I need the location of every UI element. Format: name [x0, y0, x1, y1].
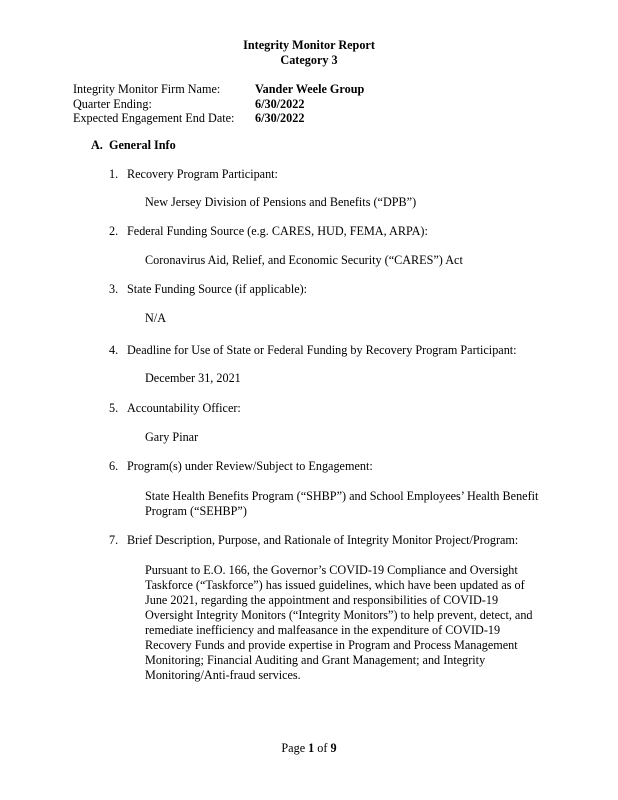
section-title: General Info	[109, 138, 176, 152]
item-question: Deadline for Use of State or Federal Funding by Recovery Program Participant:	[127, 343, 517, 357]
meta-row-end-date	[73, 111, 364, 126]
list-item-question	[109, 282, 549, 297]
item-number: 4.	[109, 343, 119, 357]
meta-label: Expected Engagement End Date:	[73, 111, 235, 125]
meta-label: Integrity Monitor Firm Name:	[73, 82, 221, 96]
meta-row-quarter	[73, 97, 364, 112]
meta-value: 6/30/2022	[255, 96, 305, 111]
list-item-question	[109, 343, 549, 358]
footer-page-total: 9	[330, 741, 337, 755]
item-answer: Coronavirus Aid, Relief, and Economic Security (“CARES”) Act	[145, 253, 463, 267]
report-title-line1: Integrity Monitor Report	[243, 38, 375, 52]
section-letter: A.	[91, 138, 103, 152]
list-item-question	[109, 167, 549, 182]
section-heading	[91, 138, 176, 153]
list-item-question	[109, 224, 549, 239]
meta-label: Quarter Ending:	[73, 96, 152, 111]
list-item-question	[109, 459, 549, 474]
item-question: Federal Funding Source (e.g. CARES, HUD, FEMA, ARPA):	[127, 224, 428, 238]
footer-page-word: Page	[281, 741, 306, 755]
report-title-line2: Category 3	[280, 53, 338, 67]
item-answer: N/A	[145, 311, 166, 325]
item-answer: State Health Benefits Program (“SHBP”) and School Employees’ Health Benefit Program (“SEHBP”)	[145, 489, 539, 518]
meta-value: 6/30/2022	[255, 111, 305, 125]
item-number: 1.	[109, 167, 119, 181]
item-question: State Funding Source (if applicable):	[127, 282, 308, 296]
meta-row-firm	[73, 82, 364, 97]
footer-page-number: 1	[308, 741, 315, 755]
report-meta	[73, 82, 364, 126]
page-footer	[0, 741, 618, 756]
item-question: Recovery Program Participant:	[127, 167, 278, 181]
meta-value: Vander Weele Group	[255, 82, 365, 96]
item-number: 2.	[109, 224, 119, 238]
item-question: Accountability Officer:	[127, 401, 241, 415]
item-answer: Pursuant to E.O. 166, the Governor’s COVID-19 Compliance and Oversight Taskforce (“Taskforce”) has issued guidelines, which have been updated as of June 2021, regarding the appointment and responsibilities of COVID-19 Oversight Integrity Monitors (“Integrity Monitors”) to help prevent, detect, and remediate inefficiency and malfeasance in the expenditure of COVID-19 Recovery Funds and provide expertise in Program and Process Management Monitoring; Financial Auditing and Grant Management; and Integrity Monitoring/Anti-fraud services.	[145, 563, 533, 682]
item-answer: December 31, 2021	[145, 371, 241, 385]
item-number: 3.	[109, 282, 119, 296]
item-answer: Gary Pinar	[145, 430, 199, 444]
item-question: Brief Description, Purpose, and Rationale of Integrity Monitor Project/Program:	[127, 533, 519, 547]
item-answer: New Jersey Division of Pensions and Benefits (“DPB”)	[145, 195, 417, 209]
item-number: 7.	[109, 533, 119, 547]
item-number: 5.	[109, 401, 119, 415]
item-number: 6.	[109, 459, 119, 473]
report-title	[0, 38, 618, 68]
list-item-question	[109, 533, 549, 548]
item-question: Program(s) under Review/Subject to Engagement:	[127, 459, 373, 473]
list-item-question	[109, 401, 549, 416]
footer-of-word: of	[317, 741, 328, 755]
